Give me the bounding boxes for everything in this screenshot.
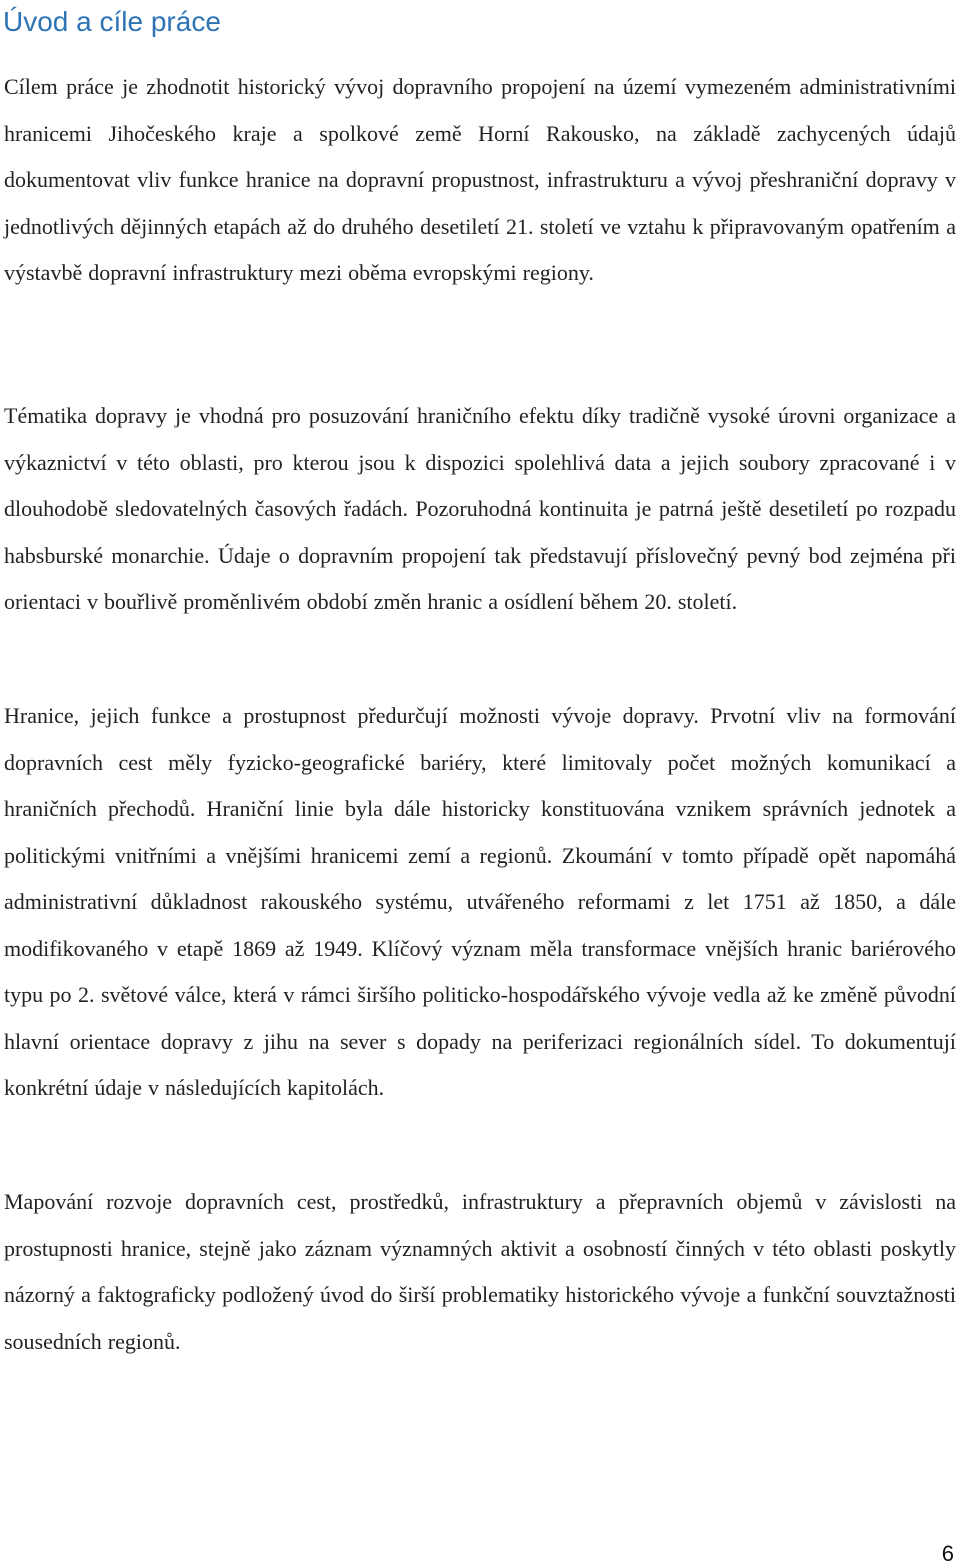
paragraph-aims: Cílem práce je zhodnotit historický vývoj dopravního propojení na území vymezeném administrativními hranicemi Jihočeského kraje a spolkové země Horní Rakousko, na základě zachycených údajů dokumentovat vliv funkce hranice na dopravní propustnost, infrastrukturu a vývoj přeshraniční dopravy v jednotlivých dějinných etapách až do druhého desetiletí 21. století ve vztahu k připravovaným opatřením a výstavbě dopravní infrastruktury mezi oběma evropskými regiony. — [4, 74, 956, 285]
paragraph-borders: Hranice, jejich funkce a prostupnost předurčují možnosti vývoje dopravy. Prvotní vliv na formování dopravních cest měly fyzicko-geografické bariéry, které limitovaly počet možných komunikací a hraničních přechodů. Hraniční linie byla dále historicky konstituována vznikem správních jednotek a politickými vnitřními a vnějšími hranicemi zemí a regionů. Zkoumání v tomto případě opět napomáhá administrativní důkladnost rakouského systému, utvářeného reformami z let 1751 až 1850, a dále modifikovaného v etapě 1869 až 1949. Klíčový význam měla transformace vnějších hranic bariérového typu po 2. světové válce, která v rámci širšího politicko-hospodářského vývoje vedla až ke změně původní hlavní orientace dopravy z jihu na sever s dopady na periferizaci regionálních sídel. To dokumentují konkrétní údaje v následujících kapitolách. — [4, 703, 956, 1100]
section-heading: Úvod a cíle práce — [3, 6, 221, 37]
page-number: 6 — [941, 1541, 954, 1566]
paragraph-transport-topic: Tématika dopravy je vhodná pro posuzování hraničního efektu díky tradičně vysoké úrovni organizace a výkaznictví v této oblasti, pro kterou jsou k dispozici spolehlivá data a jejich soubory zpracované i v dlouhodobě sledovatelných časových řadách. Pozoruhodná kontinuita je patrná ještě desetiletí po rozpadu habsburské monarchie. Údaje o dopravním propojení tak představují příslovečný pevný bod zejména při orientaci v bouřlivě proměnlivém období změn hranic a osídlení během 20. století. — [4, 403, 956, 614]
paragraph-mapping: Mapování rozvoje dopravních cest, prostředků, infrastruktury a přepravních objemů v závislosti na prostupnosti hranice, stejně jako záznam významných aktivit a osobností činných v této oblasti poskytly názorný a faktograficky podložený úvod do širší problematiky historického vývoje a funkční souvztažnosti sousedních regionů. — [4, 1189, 956, 1354]
